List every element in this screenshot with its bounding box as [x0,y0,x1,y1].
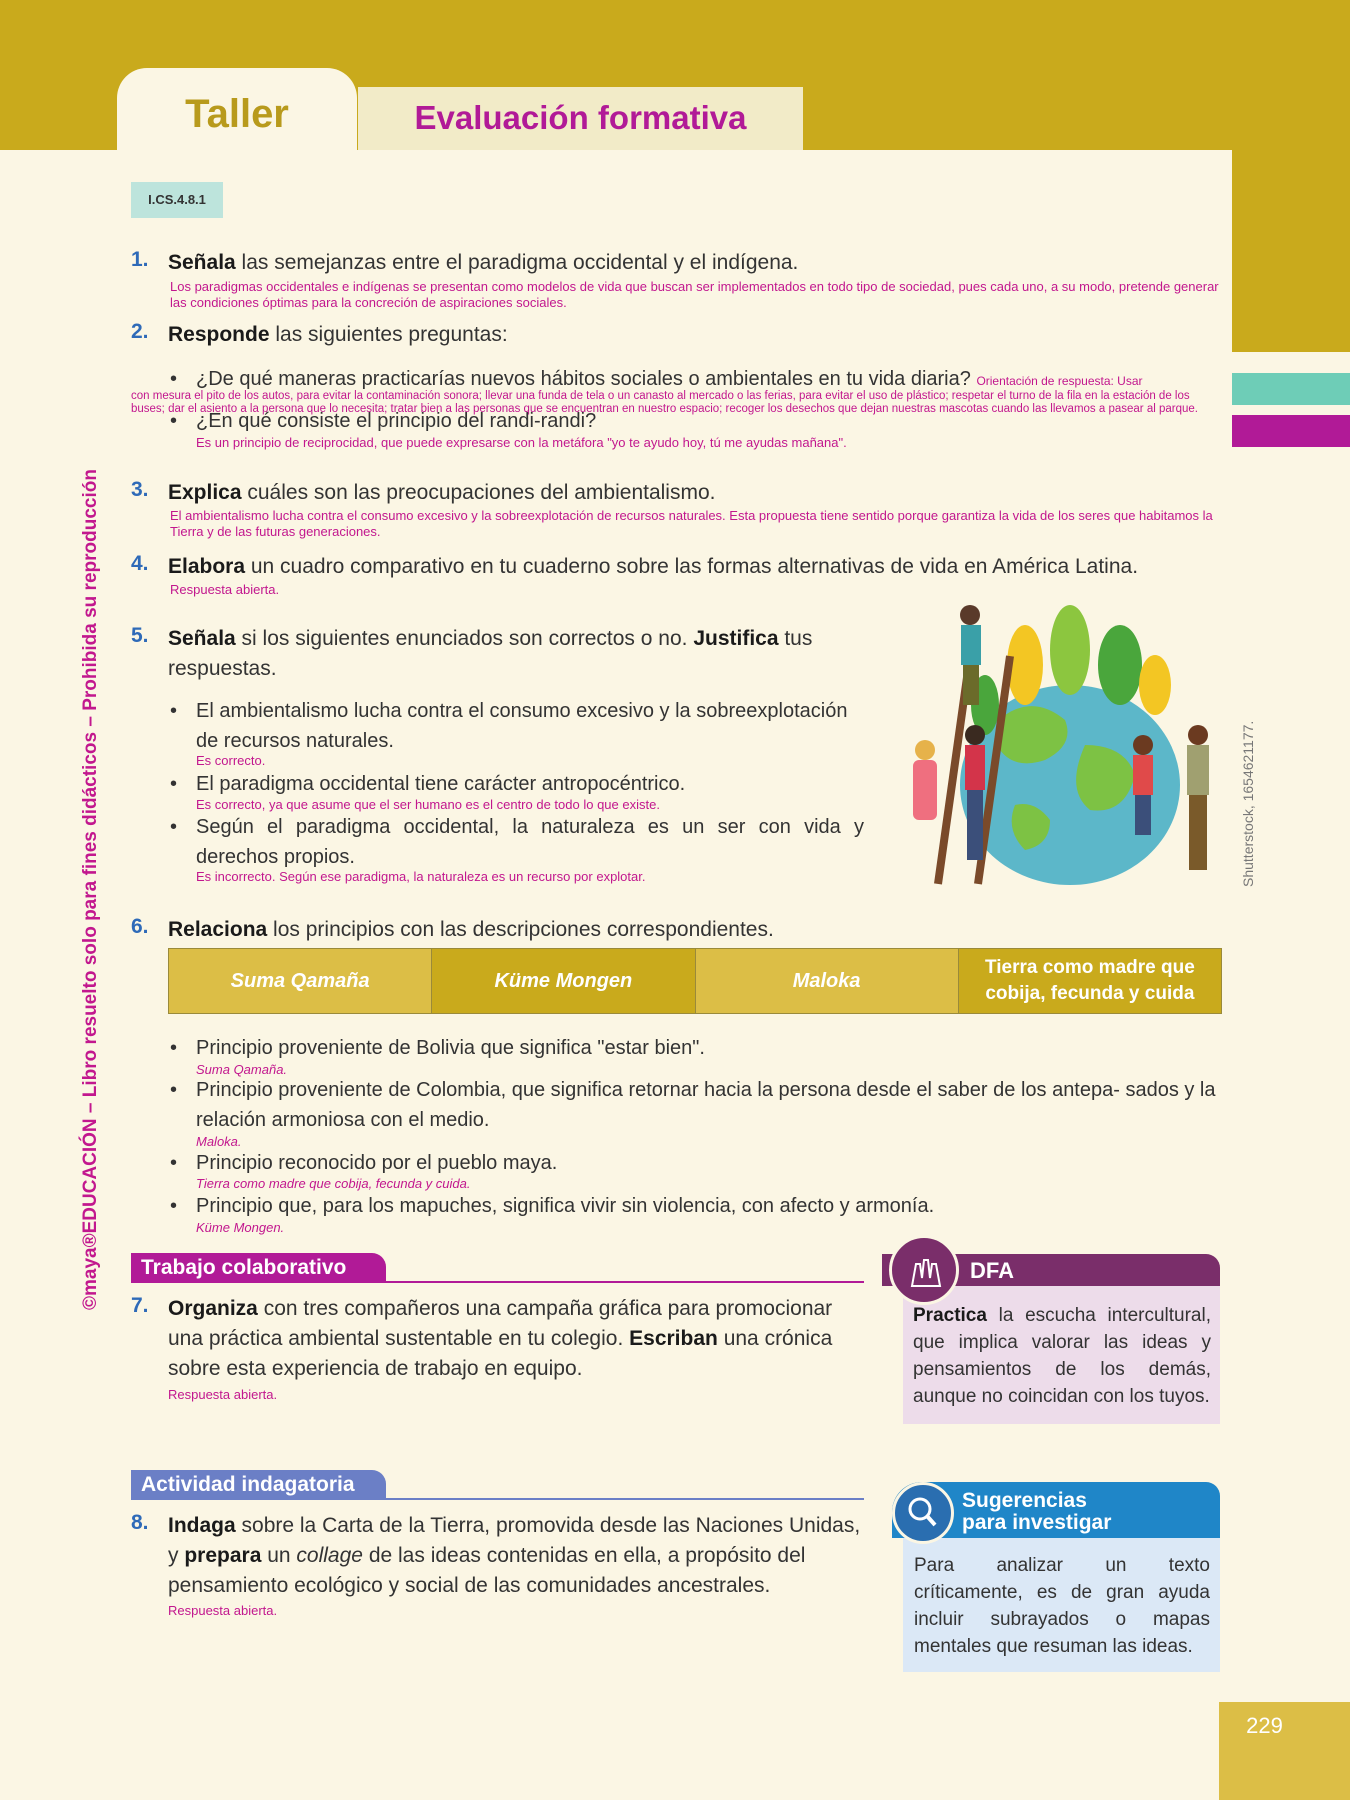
inquiry-section-line [131,1498,864,1500]
magenta-page-tab [1232,415,1350,447]
q8-answer: Respuesta abierta. [168,1603,278,1618]
q1-answer: Los paradigmas occidentales e indígenas se presentan como modelos de vida que buscan ser implementados en todo tipo de sociedad, pues cada uno, a su modo, pretende generar las condiciones óptimas para la concreción de aspiraciones sociales. [170,279,1219,310]
q8-number: 8. [131,1511,149,1534]
right-margin-band [1232,0,1350,352]
q2-bullet-1-answer: con mesura el pito de los autos, para evitar la contaminación sonora; llevar una funda de tela o un canasto al mercado o las ferias, para evitar el uso de plástico; respetar el turno de la fila en la estación de los buses; dar el asiento a la persona que lo necesita; tratar bien a las personas que se encuentran en nuestro espacio; recoger los desechos que dejan nuestras mascotas cuando las llevamos a pasear al parque. [131,390,1198,415]
q6-bullet-1-answer: Suma Qamaña. [196,1062,288,1077]
q6-bullet-1: • Principio proveniente de Bolivia que significa "estar bien". [196,1033,705,1063]
q1-text: Señala las semejanzas entre el paradigma occidental y el indígena. [168,251,799,274]
q7-answer: Respuesta abierta. [168,1387,278,1402]
table-cell: Maloka [696,949,959,1013]
q5-bullet-1: • El ambientalismo lucha contra el consumo excesivo y la sobreexplotación de recursos naturales. [196,696,864,756]
q3-number: 3. [131,478,149,501]
dfa-header: DFA [882,1254,1220,1286]
taller-label: Taller [185,92,289,136]
table-cell: Küme Mongen [432,949,695,1013]
suggestions-header: Sugerencias para investigar [892,1482,1220,1538]
q2-bullet-2: • ¿En qué consiste el principio del randi-randi? [196,406,596,436]
table-cell: Suma Qamaña [169,949,432,1013]
teal-page-tab [1232,373,1350,405]
collab-section-title: Trabajo colaborativo [131,1253,386,1283]
q1-number: 1. [131,248,149,271]
q3-text: Explica cuáles son las preocupaciones del ambientalismo. [168,481,716,504]
q5-bullet-1-answer: Es correcto. [196,753,266,768]
q2-text: Responde las siguientes preguntas: [168,323,508,346]
q4-text: Elabora un cuadro comparativo en tu cuaderno sobre las formas alternativas de vida en América Latina. [168,555,1139,578]
q7-number: 7. [131,1294,149,1317]
table-cell: Tierra como madre que cobija, fecunda y cuida [959,949,1221,1013]
q6-text: Relaciona los principios con las descripciones correspondientes. [168,918,774,941]
q2-number: 2. [131,320,149,343]
principles-table [168,948,1222,1014]
hands-icon [889,1235,959,1305]
page-number: 229 [1219,1702,1350,1800]
q3-answer: El ambientalismo lucha contra el consumo excesivo y la sobreexplotación de recursos naturales. Esta propuesta tiene sentido porque garantiza la vida de los seres que habitamos la Tierra y de las futuras generaciones. [170,508,1213,539]
q6-number: 6. [131,915,149,938]
q6-bullet-3-answer: Tierra como madre que cobija, fecunda y cuida. [196,1176,471,1191]
q4-answer: Respuesta abierta. [170,582,280,597]
q4-number: 4. [131,552,149,575]
vertical-copyright: ©maya®EDUCACIÓN – Libro resuelto solo para fines didácticos – Prohibida su reproducción [80,469,101,1310]
dfa-text: Practica la escucha intercultural, que implica valorar las ideas y pensamientos de los demás, aunque no coincidan con los tuyos. [913,1305,1211,1407]
q7-text: Organiza con tres compañeros una campaña gráfica para promocionar una práctica ambiental sustentable en tu colegio. Escriban una crónica sobre esta experiencia de trabajo en equipo. [168,1297,833,1380]
q8-text: Indaga sobre la Carta de la Tierra, promovida desde las Naciones Unidas, y prepara un collage de las ideas contenidas en ella, a propósito del pensamiento ecológico y social de las comunidades ancestrales. [168,1514,861,1597]
q5-number: 5. [131,624,149,647]
page-title: Evaluación formativa [414,99,747,136]
collab-section-line [131,1281,864,1283]
q6-bullet-4: • Principio que, para los mapuches, significa vivir sin violencia, con afecto y armonía. [196,1191,934,1221]
q2-bullet-1: • ¿De qué maneras practicarías nuevos hábitos sociales o ambientales en tu vida diaria? Orientación de respuesta: Usar [196,364,1143,396]
inquiry-section-title: Actividad indagatoria [131,1470,386,1500]
q6-bullet-2: • Principio proveniente de Colombia, que significa retornar hacia la persona desde el saber de los antepa- sados y la relación armoniosa con el medio. [196,1075,1222,1135]
criteria-code: I.CS.4.8.1 [131,182,223,218]
q5-bullet-3-answer: Es incorrecto. Según ese paradigma, la naturaleza es un recurso por explotar. [196,869,646,884]
q5-bullet-3: • Según el paradigma occidental, la naturaleza es un ser con vida y derechos propios. [196,812,864,872]
magnifier-icon [892,1482,954,1544]
image-credit: Shutterstock, 1654621177. [1240,720,1256,887]
q6-bullet-2-answer: Maloka. [196,1134,242,1149]
q6-bullet-3: • Principio reconocido por el pueblo maya. [196,1148,557,1178]
suggestions-text: Para analizar un texto críticamente, es de gran ayuda incluir subrayados o mapas mentales que resuman las ideas. [914,1555,1210,1657]
q5-text: Señala si los siguientes enunciados son correctos o no. Justifica tus respuestas. [168,627,813,680]
q5-bullet-2-answer: Es correcto, ya que asume que el ser humano es el centro de todo lo que existe. [196,797,660,812]
q5-bullet-2: • El paradigma occidental tiene carácter antropocéntrico. [196,769,864,799]
q6-bullet-4-answer: Küme Mongen. [196,1220,285,1235]
q2-bullet-2-answer: Es un principio de reciprocidad, que puede expresarse con la metáfora "yo te ayudo hoy, tú me ayudas mañana". [196,435,847,450]
earth-people-illustration [895,595,1225,890]
